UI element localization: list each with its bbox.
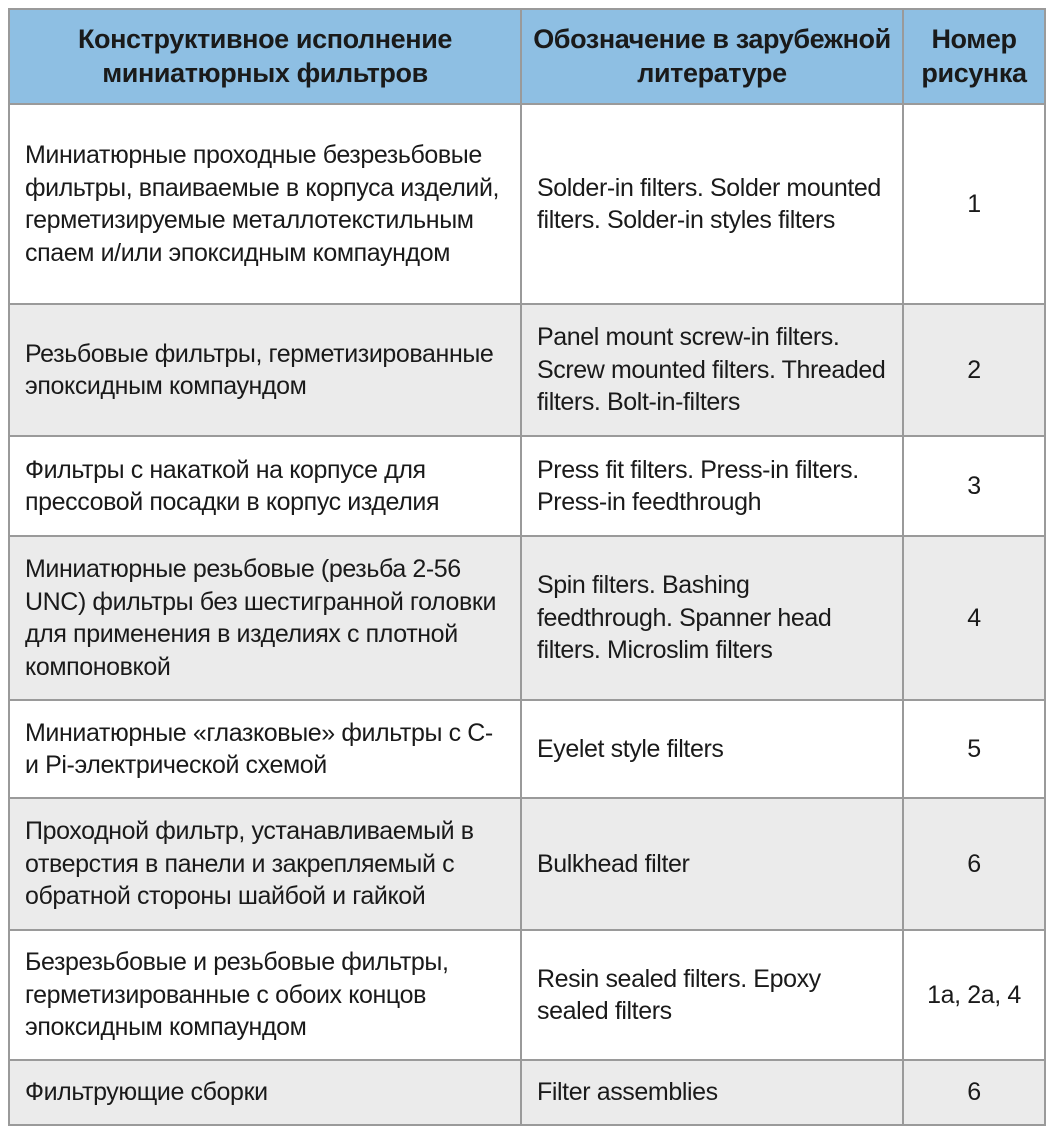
foreign-literature-cell: Eyelet style filters (521, 700, 903, 798)
table-row (9, 104, 1045, 304)
figure-number-cell: 6 (903, 798, 1045, 930)
foreign-literature-cell: Press fit filters. Press-in filters. Press-in feedthrough (521, 436, 903, 536)
design-cell: Миниатюрные «глазковые» фильтры с С- и Pi-электрической схемой (9, 700, 521, 798)
design-cell: Безрезьбовые и резьбовые фильтры, герметизированные с обоих концов эпоксидным компаундом (9, 930, 521, 1060)
table-row (9, 798, 1045, 930)
table-row (9, 536, 1045, 700)
table-row (9, 700, 1045, 798)
foreign-literature-header-cell: Обозначение в зарубежной литературе (521, 9, 903, 104)
foreign-literature-cell: Bulkhead filter (521, 798, 903, 930)
design-cell: Резьбовые фильтры, герметизированные эпоксидным компаундом (9, 304, 521, 436)
figure-number-cell: 1 (903, 104, 1045, 304)
design-cell: Проходной фильтр, устанавливаемый в отверстия в панели и закрепляемый с обратной стороны шайбой и гайкой (9, 798, 521, 930)
table-row (9, 930, 1045, 1060)
foreign-literature-cell: Spin filters. Bashing feedthrough. Spanner head filters. Microslim filters (521, 536, 903, 700)
design-cell: Фильтрующие сборки (9, 1060, 521, 1125)
design-cell: Миниатюрные проходные безрезьбовые фильтры, впаиваемые в корпуса изделий, герметизируемые металлотекстильным спаем и/или эпоксидным компаундом (9, 104, 521, 304)
filters-designation-table (8, 8, 1046, 1126)
table-row (9, 1060, 1045, 1125)
figure-number-cell: 3 (903, 436, 1045, 536)
design-cell: Миниатюрные резьбовые (резьба 2-56 UNC) фильтры без шестигранной головки для применения в изделиях с плотной компоновкой (9, 536, 521, 700)
figure-number-cell: 6 (903, 1060, 1045, 1125)
table-row (9, 436, 1045, 536)
design-header-cell: Конструктивное исполнение миниатюрных фильтров (9, 9, 521, 104)
figure-number-cell: 2 (903, 304, 1045, 436)
figure-number-header-cell: Номер рисунка (903, 9, 1045, 104)
figure-number-cell: 5 (903, 700, 1045, 798)
table-row (9, 304, 1045, 436)
foreign-literature-cell: Filter assemblies (521, 1060, 903, 1125)
foreign-literature-cell: Solder-in filters. Solder mounted filters. Solder-in styles filters (521, 104, 903, 304)
figure-number-cell: 1a, 2a, 4 (903, 930, 1045, 1060)
figure-number-cell: 4 (903, 536, 1045, 700)
foreign-literature-cell: Panel mount screw-in filters. Screw mounted filters. Threaded filters. Bolt-in-filters (521, 304, 903, 436)
table-header-row (9, 9, 1045, 104)
foreign-literature-cell: Resin sealed filters. Epoxy sealed filters (521, 930, 903, 1060)
design-cell: Фильтры с накаткой на корпусе для прессовой посадки в корпус изделия (9, 436, 521, 536)
